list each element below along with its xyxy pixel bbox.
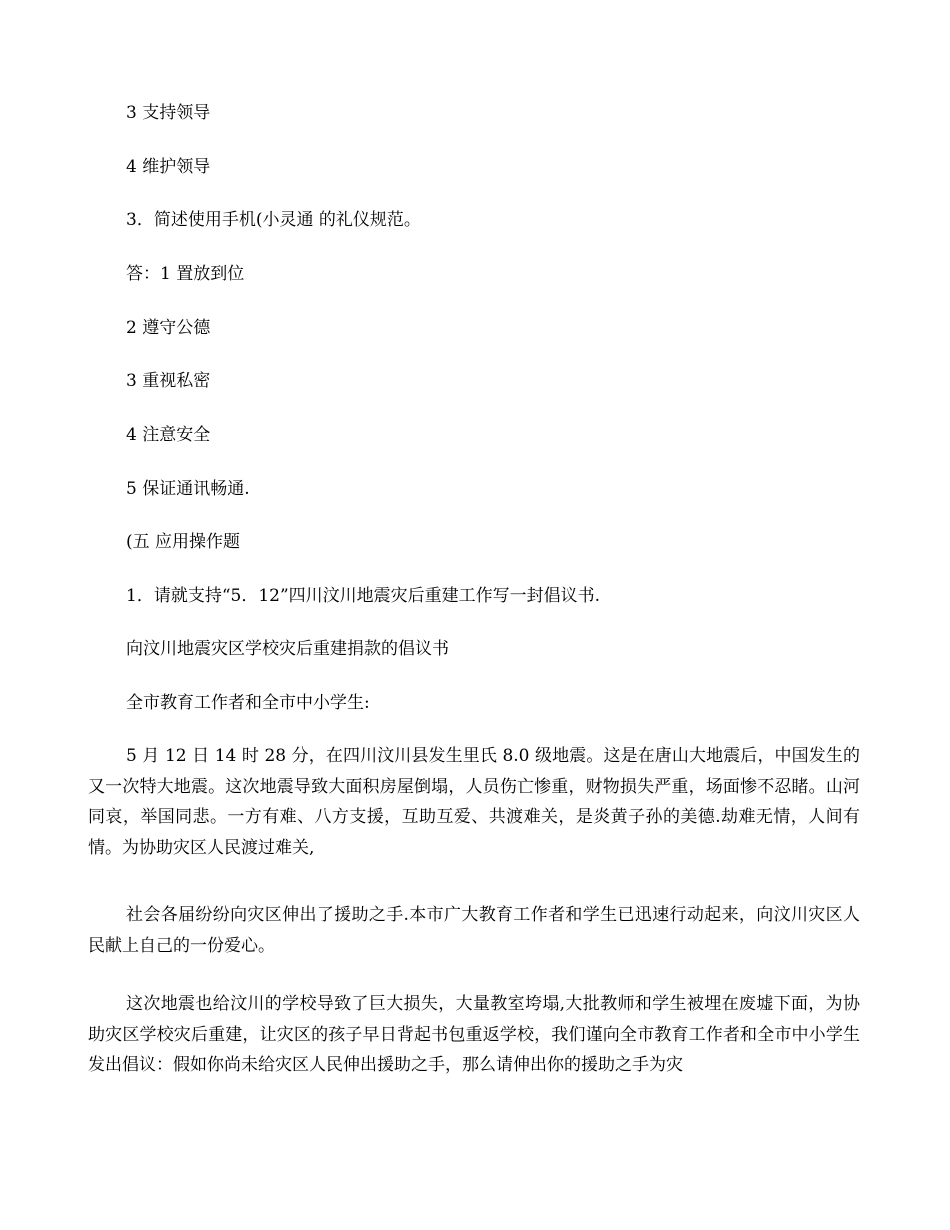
letter-title: 向汶川地震灾区学校灾后重建捐款的倡议书 <box>126 639 449 659</box>
question-phone-etiquette: 3．简述使用手机(小灵通 的礼仪规范。 <box>126 210 421 230</box>
answer-line-3: 3 重视私密 <box>126 371 211 391</box>
answer-line-4: 4 注意安全 <box>126 425 211 445</box>
answer-line-1: 答：1 置放到位 <box>126 264 245 284</box>
question-proposal-letter: 1．请就支持“5．12”四川汶川地震灾后重建工作写一封倡议书. <box>126 586 601 606</box>
letter-salutation: 全市教育工作者和全市中小学生: <box>126 693 370 713</box>
section-heading-application: (五 应用操作题 <box>126 532 241 552</box>
list-item-support-leadership: 3 支持领导 <box>126 103 211 123</box>
body-paragraph-1: 5 月 12 日 14 时 28 分，在四川汶川县发生里氏 8.0 级地震。这是在唐山大地震后，中国发生的又一次特大地震。这次地震导致大面积房屋倒塌，人员伤亡惨重，财物损失严重，场面惨不忍睹。山河同哀，举国同悲。一方有难、八方支援，互助互爱、共渡难关，是炎黄子孙的美德.劫难无情，人间有情。为协助灾区人民渡过难关, <box>88 746 860 858</box>
answer-line-2: 2 遵守公德 <box>126 318 211 338</box>
body-paragraph-3: 这次地震也给汶川的学校导致了巨大损失，大量教室垮塌,大批教师和学生被埋在废墟下面，为协助灾区学校灾后重建，让灾区的孩子早日背起书包重返学校，我们谨向全市教育工作者和全市中小学生发出倡议：假如你尚未给灾区人民伸出援助之手，那么请伸出你的援助之手为灾 <box>88 994 860 1075</box>
list-item-maintain-leadership: 4 维护领导 <box>126 157 211 177</box>
answer-line-5: 5 保证通讯畅通. <box>126 479 250 499</box>
body-paragraph-2: 社会各届纷纷向灾区伸出了援助之手.本市广大教育工作者和学生已迅速行动起来，向汶川灾区人民献上自己的一份爱心。 <box>88 905 860 956</box>
